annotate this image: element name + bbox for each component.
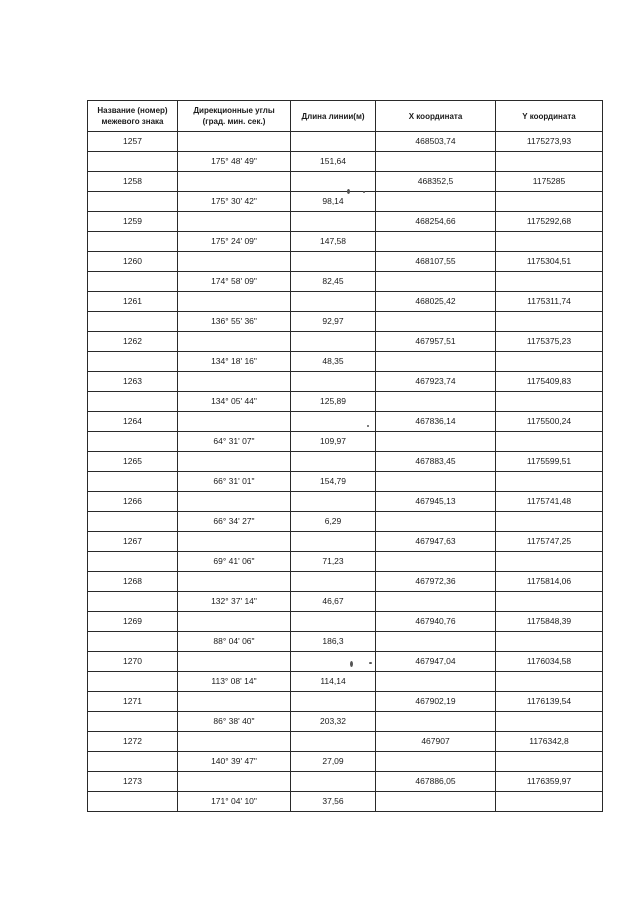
line-length: 98,14: [291, 192, 376, 212]
scan-speck: [347, 189, 350, 194]
point-name: 1272: [88, 732, 178, 752]
direction-angle: 134° 18' 16": [178, 352, 291, 372]
y-coordinate: 1175814,06: [496, 572, 603, 592]
y-coordinate: 1175747,25: [496, 532, 603, 552]
empty-cell: [291, 532, 376, 552]
x-coordinate: 467945,13: [376, 492, 496, 512]
segment-row: [88, 512, 603, 532]
empty-cell: [291, 492, 376, 512]
point-row: [88, 492, 603, 512]
y-coordinate: 1175409,83: [496, 372, 603, 392]
empty-cell: [376, 432, 496, 452]
empty-cell: [178, 212, 291, 232]
empty-cell: [376, 472, 496, 492]
x-coordinate: 467947,63: [376, 532, 496, 552]
y-coordinate: 1175304,51: [496, 252, 603, 272]
x-coordinate: 467836,14: [376, 412, 496, 432]
segment-row: [88, 552, 603, 572]
empty-cell: [88, 232, 178, 252]
point-name: 1273: [88, 772, 178, 792]
y-coordinate: 1176034,58: [496, 652, 603, 672]
x-coordinate: 467923,74: [376, 372, 496, 392]
empty-cell: [496, 472, 603, 492]
line-length: 46,67: [291, 592, 376, 612]
empty-cell: [496, 312, 603, 332]
empty-cell: [178, 132, 291, 152]
point-name: 1258: [88, 172, 178, 192]
segment-row: [88, 752, 603, 772]
empty-cell: [291, 372, 376, 392]
point-name: 1257: [88, 132, 178, 152]
point-row: [88, 412, 603, 432]
x-coordinate: 467883,45: [376, 452, 496, 472]
direction-angle: 66° 31' 01": [178, 472, 291, 492]
empty-cell: [178, 292, 291, 312]
point-name: 1265: [88, 452, 178, 472]
direction-angle: 175° 30' 42": [178, 192, 291, 212]
empty-cell: [376, 592, 496, 612]
empty-cell: [291, 212, 376, 232]
empty-cell: [88, 472, 178, 492]
point-row: [88, 252, 603, 272]
empty-cell: [178, 412, 291, 432]
scan-speck: [369, 662, 372, 664]
empty-cell: [291, 252, 376, 272]
segment-row: [88, 672, 603, 692]
y-coordinate: 1175375,23: [496, 332, 603, 352]
direction-angle: 140° 39' 47": [178, 752, 291, 772]
empty-cell: [178, 772, 291, 792]
segment-row: [88, 432, 603, 452]
empty-cell: [88, 792, 178, 812]
y-coordinate: 1175285: [496, 172, 603, 192]
empty-cell: [178, 572, 291, 592]
empty-cell: [496, 752, 603, 772]
empty-cell: [496, 392, 603, 412]
point-row: [88, 372, 603, 392]
direction-angle: 134° 05' 44": [178, 392, 291, 412]
point-name: 1269: [88, 612, 178, 632]
empty-cell: [88, 192, 178, 212]
empty-cell: [88, 632, 178, 652]
empty-cell: [88, 592, 178, 612]
point-row: [88, 212, 603, 232]
x-coordinate: 467902,19: [376, 692, 496, 712]
point-row: [88, 172, 603, 192]
table-body: [88, 132, 603, 812]
point-name: 1264: [88, 412, 178, 432]
empty-cell: [376, 392, 496, 412]
x-coordinate: 468254,66: [376, 212, 496, 232]
y-coordinate: 1175273,93: [496, 132, 603, 152]
direction-angle: 86° 38' 40": [178, 712, 291, 732]
empty-cell: [178, 652, 291, 672]
line-length: 27,09: [291, 752, 376, 772]
empty-cell: [496, 512, 603, 532]
line-length: 109,97: [291, 432, 376, 452]
direction-angle: 174° 58' 09": [178, 272, 291, 292]
empty-cell: [496, 192, 603, 212]
x-coordinate: 468025,42: [376, 292, 496, 312]
empty-cell: [291, 132, 376, 152]
point-row: [88, 772, 603, 792]
segment-row: [88, 632, 603, 652]
header-point-name: Название (номер) межевого знака: [88, 101, 178, 132]
direction-angle: 171° 04' 10": [178, 792, 291, 812]
point-row: [88, 652, 603, 672]
empty-cell: [376, 152, 496, 172]
line-length: 82,45: [291, 272, 376, 292]
y-coordinate: 1176342,8: [496, 732, 603, 752]
line-length: 147,58: [291, 232, 376, 252]
segment-row: [88, 592, 603, 612]
empty-cell: [376, 352, 496, 372]
empty-cell: [291, 172, 376, 192]
point-name: 1260: [88, 252, 178, 272]
empty-cell: [376, 512, 496, 532]
empty-cell: [88, 152, 178, 172]
line-length: 92,97: [291, 312, 376, 332]
y-coordinate: 1175500,24: [496, 412, 603, 432]
empty-cell: [376, 712, 496, 732]
direction-angle: 113° 08' 14": [178, 672, 291, 692]
point-name: 1270: [88, 652, 178, 672]
empty-cell: [376, 752, 496, 772]
line-length: 71,23: [291, 552, 376, 572]
empty-cell: [178, 612, 291, 632]
empty-cell: [88, 432, 178, 452]
empty-cell: [178, 692, 291, 712]
empty-cell: [178, 492, 291, 512]
x-coordinate: 467886,05: [376, 772, 496, 792]
line-length: 37,56: [291, 792, 376, 812]
direction-angle: 175° 24' 09": [178, 232, 291, 252]
coordinates-table: [87, 100, 603, 812]
header-direction-angle: Дирекционные углы (град. мин. сек.): [178, 101, 291, 132]
empty-cell: [376, 192, 496, 212]
x-coordinate: 468503,74: [376, 132, 496, 152]
segment-row: [88, 192, 603, 212]
line-length: 186,3: [291, 632, 376, 652]
empty-cell: [291, 332, 376, 352]
direction-angle: 132° 37' 14": [178, 592, 291, 612]
direction-angle: 66° 34' 27": [178, 512, 291, 532]
point-row: [88, 612, 603, 632]
line-length: 203,32: [291, 712, 376, 732]
empty-cell: [496, 352, 603, 372]
empty-cell: [496, 672, 603, 692]
empty-cell: [376, 632, 496, 652]
segment-row: [88, 352, 603, 372]
empty-cell: [496, 592, 603, 612]
empty-cell: [496, 792, 603, 812]
point-row: [88, 692, 603, 712]
empty-cell: [291, 652, 376, 672]
empty-cell: [88, 312, 178, 332]
point-name: 1268: [88, 572, 178, 592]
empty-cell: [88, 712, 178, 732]
empty-cell: [178, 732, 291, 752]
point-name: 1266: [88, 492, 178, 512]
point-row: [88, 452, 603, 472]
empty-cell: [178, 372, 291, 392]
segment-row: [88, 792, 603, 812]
scan-speck: [367, 425, 369, 427]
line-length: 151,64: [291, 152, 376, 172]
empty-cell: [376, 552, 496, 572]
point-name: 1271: [88, 692, 178, 712]
header-y-coordinate: Y координата: [496, 101, 603, 132]
segment-row: [88, 712, 603, 732]
y-coordinate: 1175741,48: [496, 492, 603, 512]
x-coordinate: 468352,5: [376, 172, 496, 192]
empty-cell: [496, 272, 603, 292]
empty-cell: [88, 672, 178, 692]
segment-row: [88, 272, 603, 292]
table-header-row: [88, 101, 603, 132]
direction-angle: 136° 55' 36": [178, 312, 291, 332]
direction-angle: 175° 48' 49": [178, 152, 291, 172]
empty-cell: [291, 732, 376, 752]
x-coordinate: 467972,36: [376, 572, 496, 592]
x-coordinate: 467957,51: [376, 332, 496, 352]
line-length: 125,89: [291, 392, 376, 412]
empty-cell: [291, 572, 376, 592]
empty-cell: [291, 292, 376, 312]
line-length: 6,29: [291, 512, 376, 532]
point-name: 1261: [88, 292, 178, 312]
empty-cell: [178, 452, 291, 472]
segment-row: [88, 312, 603, 332]
empty-cell: [178, 532, 291, 552]
empty-cell: [88, 752, 178, 772]
empty-cell: [88, 552, 178, 572]
scan-speck: [350, 661, 353, 667]
point-row: [88, 572, 603, 592]
line-length: 114,14: [291, 672, 376, 692]
empty-cell: [291, 692, 376, 712]
header-line-length: Длина линии(м): [291, 101, 376, 132]
empty-cell: [291, 612, 376, 632]
empty-cell: [291, 772, 376, 792]
segment-row: [88, 472, 603, 492]
empty-cell: [88, 272, 178, 292]
empty-cell: [376, 232, 496, 252]
y-coordinate: 1175292,68: [496, 212, 603, 232]
y-coordinate: 1176139,54: [496, 692, 603, 712]
y-coordinate: 1176359,97: [496, 772, 603, 792]
point-name: 1263: [88, 372, 178, 392]
point-row: [88, 292, 603, 312]
empty-cell: [496, 552, 603, 572]
x-coordinate: 467940,76: [376, 612, 496, 632]
empty-cell: [496, 232, 603, 252]
empty-cell: [178, 332, 291, 352]
point-row: [88, 732, 603, 752]
empty-cell: [376, 792, 496, 812]
x-coordinate: 468107,55: [376, 252, 496, 272]
point-row: [88, 332, 603, 352]
empty-cell: [376, 272, 496, 292]
y-coordinate: 1175311,74: [496, 292, 603, 312]
segment-row: [88, 392, 603, 412]
empty-cell: [376, 312, 496, 332]
empty-cell: [496, 712, 603, 732]
line-length: 48,35: [291, 352, 376, 372]
empty-cell: [291, 412, 376, 432]
empty-cell: [496, 152, 603, 172]
empty-cell: [88, 512, 178, 532]
x-coordinate: 467947,04: [376, 652, 496, 672]
header-x-coordinate: X координата: [376, 101, 496, 132]
direction-angle: 64° 31' 07": [178, 432, 291, 452]
y-coordinate: 1175848,39: [496, 612, 603, 632]
empty-cell: [496, 632, 603, 652]
line-length: 154,79: [291, 472, 376, 492]
empty-cell: [178, 252, 291, 272]
segment-row: [88, 152, 603, 172]
x-coordinate: 467907: [376, 732, 496, 752]
point-name: 1262: [88, 332, 178, 352]
empty-cell: [496, 432, 603, 452]
scan-speck: [363, 191, 365, 193]
empty-cell: [88, 392, 178, 412]
direction-angle: 69° 41' 06": [178, 552, 291, 572]
empty-cell: [178, 172, 291, 192]
point-name: 1267: [88, 532, 178, 552]
empty-cell: [291, 452, 376, 472]
point-row: [88, 532, 603, 552]
direction-angle: 88° 04' 06": [178, 632, 291, 652]
point-row: [88, 132, 603, 152]
empty-cell: [88, 352, 178, 372]
segment-row: [88, 232, 603, 252]
y-coordinate: 1175599,51: [496, 452, 603, 472]
point-name: 1259: [88, 212, 178, 232]
empty-cell: [376, 672, 496, 692]
